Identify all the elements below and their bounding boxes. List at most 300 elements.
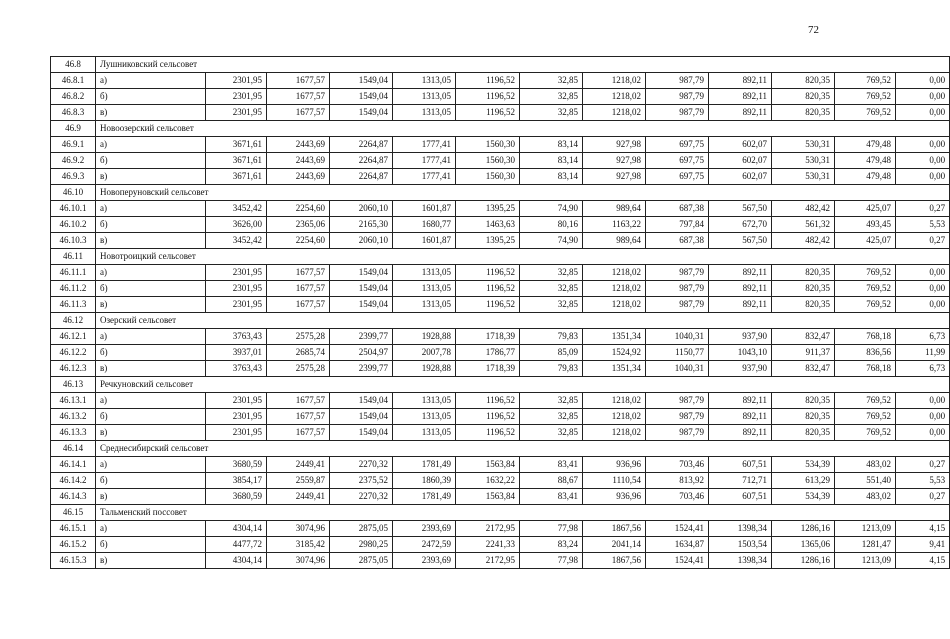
- value-cell: 2559,87: [267, 473, 330, 489]
- value-cell: 1218,02: [583, 265, 646, 281]
- value-cell: 987,79: [646, 265, 709, 281]
- row-variant: б): [96, 89, 206, 105]
- value-cell: 1718,39: [456, 361, 520, 377]
- value-cell: 530,31: [772, 137, 835, 153]
- table-row: [51, 153, 950, 169]
- row-variant: а): [96, 265, 206, 281]
- value-cell: 1365,06: [772, 537, 835, 553]
- value-cell: 3671,61: [206, 169, 267, 185]
- value-cell: 820,35: [772, 105, 835, 121]
- value-cell: 534,39: [772, 489, 835, 505]
- value-cell: 85,09: [520, 345, 583, 361]
- value-cell: 0,00: [896, 73, 950, 89]
- value-cell: 813,92: [646, 473, 709, 489]
- value-cell: 832,47: [772, 361, 835, 377]
- row-variant: а): [96, 137, 206, 153]
- value-cell: 820,35: [772, 393, 835, 409]
- value-cell: 1313,05: [393, 265, 456, 281]
- value-cell: 1313,05: [393, 281, 456, 297]
- value-cell: 2264,87: [330, 137, 393, 153]
- row-variant: в): [96, 297, 206, 313]
- value-cell: 2301,95: [206, 297, 267, 313]
- value-cell: 0,27: [896, 457, 950, 473]
- value-cell: 77,98: [520, 553, 583, 569]
- value-cell: 892,11: [709, 265, 772, 281]
- value-cell: 1549,04: [330, 105, 393, 121]
- row-variant: а): [96, 73, 206, 89]
- value-cell: 2393,69: [393, 553, 456, 569]
- value-cell: 2165,30: [330, 217, 393, 233]
- value-cell: 1503,54: [709, 537, 772, 553]
- value-cell: 2504,97: [330, 345, 393, 361]
- group-code: 46.15: [51, 505, 96, 521]
- row-variant: а): [96, 521, 206, 537]
- value-cell: 74,90: [520, 201, 583, 217]
- value-cell: 0,00: [896, 265, 950, 281]
- page-number: 72: [808, 24, 819, 36]
- value-cell: 936,96: [583, 457, 646, 473]
- value-cell: 2254,60: [267, 201, 330, 217]
- value-cell: 0,00: [896, 137, 950, 153]
- value-cell: 2443,69: [267, 137, 330, 153]
- value-cell: 32,85: [520, 73, 583, 89]
- value-cell: 0,27: [896, 201, 950, 217]
- value-cell: 769,52: [835, 281, 896, 297]
- value-cell: 4304,14: [206, 553, 267, 569]
- value-cell: 697,75: [646, 153, 709, 169]
- value-cell: 479,48: [835, 137, 896, 153]
- value-cell: 551,40: [835, 473, 896, 489]
- value-cell: 77,98: [520, 521, 583, 537]
- value-cell: 1281,47: [835, 537, 896, 553]
- value-cell: 1601,87: [393, 201, 456, 217]
- value-cell: 1560,30: [456, 153, 520, 169]
- value-cell: 2060,10: [330, 233, 393, 249]
- group-header-row: [51, 249, 950, 265]
- row-variant: б): [96, 345, 206, 361]
- value-cell: 1196,52: [456, 105, 520, 121]
- value-cell: 1777,41: [393, 169, 456, 185]
- group-name: Лушниковский сельсовет: [96, 57, 950, 73]
- value-cell: 32,85: [520, 281, 583, 297]
- value-cell: 83,14: [520, 153, 583, 169]
- value-cell: 83,41: [520, 489, 583, 505]
- row-code: 46.11.1: [51, 265, 96, 281]
- value-cell: 1286,16: [772, 553, 835, 569]
- value-cell: 2301,95: [206, 393, 267, 409]
- value-cell: 2449,41: [267, 489, 330, 505]
- value-cell: 2301,95: [206, 105, 267, 121]
- value-cell: 1218,02: [583, 89, 646, 105]
- value-cell: 0,27: [896, 233, 950, 249]
- row-variant: в): [96, 489, 206, 505]
- table-row: [51, 137, 950, 153]
- value-cell: 1218,02: [583, 393, 646, 409]
- value-cell: 703,46: [646, 457, 709, 473]
- row-code: 46.11.3: [51, 297, 96, 313]
- value-cell: 768,18: [835, 361, 896, 377]
- table-body: [51, 57, 950, 569]
- value-cell: 1196,52: [456, 393, 520, 409]
- value-cell: 83,14: [520, 137, 583, 153]
- row-code: 46.12.3: [51, 361, 96, 377]
- value-cell: 2172,95: [456, 553, 520, 569]
- value-cell: 4477,72: [206, 537, 267, 553]
- value-cell: 561,32: [772, 217, 835, 233]
- value-cell: 937,90: [709, 329, 772, 345]
- table-row: [51, 537, 950, 553]
- value-cell: 3452,42: [206, 233, 267, 249]
- value-cell: 712,71: [709, 473, 772, 489]
- value-cell: 1549,04: [330, 89, 393, 105]
- table-row: [51, 489, 950, 505]
- value-cell: 820,35: [772, 297, 835, 313]
- value-cell: 1313,05: [393, 89, 456, 105]
- group-name: Новоперуновский сельсовет: [96, 185, 950, 201]
- row-code: 46.13.1: [51, 393, 96, 409]
- value-cell: 0,00: [896, 425, 950, 441]
- value-cell: 83,24: [520, 537, 583, 553]
- value-cell: 1549,04: [330, 393, 393, 409]
- value-cell: 927,98: [583, 137, 646, 153]
- value-cell: 32,85: [520, 297, 583, 313]
- value-cell: 2301,95: [206, 89, 267, 105]
- group-header-row: [51, 121, 950, 137]
- value-cell: 892,11: [709, 393, 772, 409]
- value-cell: 987,79: [646, 409, 709, 425]
- value-cell: 820,35: [772, 89, 835, 105]
- value-cell: 1781,49: [393, 457, 456, 473]
- table-row: [51, 361, 950, 377]
- value-cell: 1196,52: [456, 281, 520, 297]
- value-cell: 4,15: [896, 553, 950, 569]
- value-cell: 1928,88: [393, 329, 456, 345]
- value-cell: 1560,30: [456, 137, 520, 153]
- value-cell: 1313,05: [393, 105, 456, 121]
- group-code: 46.8: [51, 57, 96, 73]
- row-variant: в): [96, 233, 206, 249]
- value-cell: 987,79: [646, 425, 709, 441]
- group-header-row: [51, 313, 950, 329]
- value-cell: 1867,56: [583, 521, 646, 537]
- value-cell: 1549,04: [330, 73, 393, 89]
- value-cell: 32,85: [520, 89, 583, 105]
- value-cell: 927,98: [583, 169, 646, 185]
- group-name: Озерский сельсовет: [96, 313, 950, 329]
- value-cell: 9,41: [896, 537, 950, 553]
- value-cell: 769,52: [835, 393, 896, 409]
- value-cell: 769,52: [835, 73, 896, 89]
- value-cell: 1218,02: [583, 73, 646, 89]
- group-name: Новоозерский сельсовет: [96, 121, 950, 137]
- row-code: 46.11.2: [51, 281, 96, 297]
- value-cell: 2365,06: [267, 217, 330, 233]
- table-row: [51, 105, 950, 121]
- table-row: [51, 265, 950, 281]
- value-cell: 88,67: [520, 473, 583, 489]
- value-cell: 1677,57: [267, 281, 330, 297]
- row-code: 46.14.2: [51, 473, 96, 489]
- value-cell: 797,84: [646, 217, 709, 233]
- value-cell: 3680,59: [206, 457, 267, 473]
- value-cell: 483,02: [835, 457, 896, 473]
- table-row: [51, 553, 950, 569]
- value-cell: 1218,02: [583, 409, 646, 425]
- value-cell: 83,14: [520, 169, 583, 185]
- value-cell: 989,64: [583, 233, 646, 249]
- value-cell: 687,38: [646, 233, 709, 249]
- value-cell: 1549,04: [330, 281, 393, 297]
- value-cell: 2041,14: [583, 537, 646, 553]
- value-cell: 2172,95: [456, 521, 520, 537]
- value-cell: 1313,05: [393, 73, 456, 89]
- value-cell: 697,75: [646, 137, 709, 153]
- value-cell: 0,00: [896, 297, 950, 313]
- value-cell: 1677,57: [267, 393, 330, 409]
- table-row: [51, 329, 950, 345]
- value-cell: 0,00: [896, 281, 950, 297]
- value-cell: 3452,42: [206, 201, 267, 217]
- value-cell: 1163,22: [583, 217, 646, 233]
- value-cell: 1043,10: [709, 345, 772, 361]
- value-cell: 892,11: [709, 89, 772, 105]
- value-cell: 1040,31: [646, 329, 709, 345]
- value-cell: 1718,39: [456, 329, 520, 345]
- value-cell: 697,75: [646, 169, 709, 185]
- value-cell: 0,00: [896, 105, 950, 121]
- value-cell: 820,35: [772, 265, 835, 281]
- value-cell: 482,42: [772, 201, 835, 217]
- row-code: 46.14.3: [51, 489, 96, 505]
- group-header-row: [51, 441, 950, 457]
- value-cell: 74,90: [520, 233, 583, 249]
- value-cell: 1110,54: [583, 473, 646, 489]
- row-variant: б): [96, 281, 206, 297]
- value-cell: 769,52: [835, 297, 896, 313]
- value-cell: 3937,01: [206, 345, 267, 361]
- value-cell: 1218,02: [583, 105, 646, 121]
- value-cell: 1928,88: [393, 361, 456, 377]
- value-cell: 1860,39: [393, 473, 456, 489]
- value-cell: 1196,52: [456, 409, 520, 425]
- row-code: 46.8.1: [51, 73, 96, 89]
- value-cell: 1677,57: [267, 409, 330, 425]
- value-cell: 1286,16: [772, 521, 835, 537]
- row-variant: б): [96, 153, 206, 169]
- value-cell: 1677,57: [267, 105, 330, 121]
- value-cell: 607,51: [709, 489, 772, 505]
- value-cell: 987,79: [646, 281, 709, 297]
- value-cell: 1563,84: [456, 489, 520, 505]
- value-cell: 4304,14: [206, 521, 267, 537]
- value-cell: 832,47: [772, 329, 835, 345]
- value-cell: 768,18: [835, 329, 896, 345]
- value-cell: 79,83: [520, 329, 583, 345]
- value-cell: 1524,41: [646, 553, 709, 569]
- value-cell: 1398,34: [709, 553, 772, 569]
- value-cell: 911,37: [772, 345, 835, 361]
- value-cell: 1196,52: [456, 73, 520, 89]
- value-cell: 836,56: [835, 345, 896, 361]
- value-cell: 892,11: [709, 105, 772, 121]
- value-cell: 425,07: [835, 201, 896, 217]
- group-code: 46.12: [51, 313, 96, 329]
- value-cell: 530,31: [772, 169, 835, 185]
- value-cell: 1213,09: [835, 553, 896, 569]
- value-cell: 1463,63: [456, 217, 520, 233]
- group-code: 46.11: [51, 249, 96, 265]
- value-cell: 3074,96: [267, 553, 330, 569]
- table-row: [51, 169, 950, 185]
- tariff-table: [50, 56, 950, 569]
- group-code: 46.9: [51, 121, 96, 137]
- value-cell: 4,15: [896, 521, 950, 537]
- value-cell: 32,85: [520, 425, 583, 441]
- table-row: [51, 425, 950, 441]
- value-cell: 2875,05: [330, 553, 393, 569]
- value-cell: 927,98: [583, 153, 646, 169]
- table-row: [51, 393, 950, 409]
- value-cell: 602,07: [709, 137, 772, 153]
- value-cell: 1677,57: [267, 297, 330, 313]
- value-cell: 482,42: [772, 233, 835, 249]
- value-cell: 1040,31: [646, 361, 709, 377]
- value-cell: 3763,43: [206, 361, 267, 377]
- value-cell: 1867,56: [583, 553, 646, 569]
- table-row: [51, 217, 950, 233]
- value-cell: 613,29: [772, 473, 835, 489]
- value-cell: 2575,28: [267, 329, 330, 345]
- value-cell: 425,07: [835, 233, 896, 249]
- value-cell: 1196,52: [456, 425, 520, 441]
- value-cell: 2399,77: [330, 329, 393, 345]
- value-cell: 1677,57: [267, 265, 330, 281]
- value-cell: 2301,95: [206, 281, 267, 297]
- value-cell: 2264,87: [330, 169, 393, 185]
- value-cell: 2980,25: [330, 537, 393, 553]
- group-name: Речкуновский сельсовет: [96, 377, 950, 393]
- value-cell: 2375,52: [330, 473, 393, 489]
- value-cell: 3671,61: [206, 137, 267, 153]
- value-cell: 769,52: [835, 89, 896, 105]
- row-code: 46.13.3: [51, 425, 96, 441]
- value-cell: 3680,59: [206, 489, 267, 505]
- value-cell: 820,35: [772, 73, 835, 89]
- row-variant: а): [96, 329, 206, 345]
- row-code: 46.10.1: [51, 201, 96, 217]
- row-variant: б): [96, 537, 206, 553]
- row-code: 46.14.1: [51, 457, 96, 473]
- value-cell: 3074,96: [267, 521, 330, 537]
- row-code: 46.9.3: [51, 169, 96, 185]
- row-variant: а): [96, 457, 206, 473]
- row-variant: в): [96, 553, 206, 569]
- value-cell: 769,52: [835, 409, 896, 425]
- value-cell: 1395,25: [456, 233, 520, 249]
- row-code: 46.12.1: [51, 329, 96, 345]
- group-header-row: [51, 377, 950, 393]
- value-cell: 1777,41: [393, 153, 456, 169]
- row-code: 46.15.2: [51, 537, 96, 553]
- row-code: 46.10.2: [51, 217, 96, 233]
- value-cell: 530,31: [772, 153, 835, 169]
- value-cell: 2264,87: [330, 153, 393, 169]
- value-cell: 2443,69: [267, 169, 330, 185]
- value-cell: 1351,34: [583, 361, 646, 377]
- value-cell: 1677,57: [267, 425, 330, 441]
- value-cell: 820,35: [772, 409, 835, 425]
- value-cell: 3763,43: [206, 329, 267, 345]
- group-header-row: [51, 57, 950, 73]
- value-cell: 493,45: [835, 217, 896, 233]
- value-cell: 937,90: [709, 361, 772, 377]
- value-cell: 1781,49: [393, 489, 456, 505]
- value-cell: 1313,05: [393, 409, 456, 425]
- value-cell: 2393,69: [393, 521, 456, 537]
- value-cell: 1395,25: [456, 201, 520, 217]
- row-variant: б): [96, 473, 206, 489]
- value-cell: 1777,41: [393, 137, 456, 153]
- row-code: 46.13.2: [51, 409, 96, 425]
- value-cell: 0,00: [896, 169, 950, 185]
- row-variant: а): [96, 201, 206, 217]
- value-cell: 11,99: [896, 345, 950, 361]
- value-cell: 483,02: [835, 489, 896, 505]
- value-cell: 32,85: [520, 393, 583, 409]
- row-code: 46.12.2: [51, 345, 96, 361]
- group-code: 46.13: [51, 377, 96, 393]
- row-code: 46.10.3: [51, 233, 96, 249]
- value-cell: 769,52: [835, 425, 896, 441]
- group-header-row: [51, 185, 950, 201]
- value-cell: 2270,32: [330, 457, 393, 473]
- value-cell: 987,79: [646, 89, 709, 105]
- group-header-row: [51, 505, 950, 521]
- value-cell: 1150,77: [646, 345, 709, 361]
- group-name: Тальменский поссовет: [96, 505, 950, 521]
- value-cell: 2301,95: [206, 409, 267, 425]
- value-cell: 1196,52: [456, 89, 520, 105]
- value-cell: 1218,02: [583, 425, 646, 441]
- value-cell: 987,79: [646, 393, 709, 409]
- row-code: 46.9.2: [51, 153, 96, 169]
- row-variant: б): [96, 409, 206, 425]
- value-cell: 769,52: [835, 265, 896, 281]
- value-cell: 2472,59: [393, 537, 456, 553]
- value-cell: 1398,34: [709, 521, 772, 537]
- group-name: Среднесибирский сельсовет: [96, 441, 950, 457]
- value-cell: 2301,95: [206, 425, 267, 441]
- value-cell: 892,11: [709, 409, 772, 425]
- value-cell: 892,11: [709, 73, 772, 89]
- value-cell: 2301,95: [206, 73, 267, 89]
- value-cell: 567,50: [709, 233, 772, 249]
- table-row: [51, 281, 950, 297]
- value-cell: 1351,34: [583, 329, 646, 345]
- value-cell: 0,00: [896, 89, 950, 105]
- value-cell: 3626,00: [206, 217, 267, 233]
- value-cell: 602,07: [709, 169, 772, 185]
- value-cell: 2270,32: [330, 489, 393, 505]
- value-cell: 6,73: [896, 361, 950, 377]
- table-row: [51, 89, 950, 105]
- value-cell: 3671,61: [206, 153, 267, 169]
- value-cell: 687,38: [646, 201, 709, 217]
- value-cell: 1196,52: [456, 265, 520, 281]
- value-cell: 936,96: [583, 489, 646, 505]
- value-cell: 83,41: [520, 457, 583, 473]
- value-cell: 6,73: [896, 329, 950, 345]
